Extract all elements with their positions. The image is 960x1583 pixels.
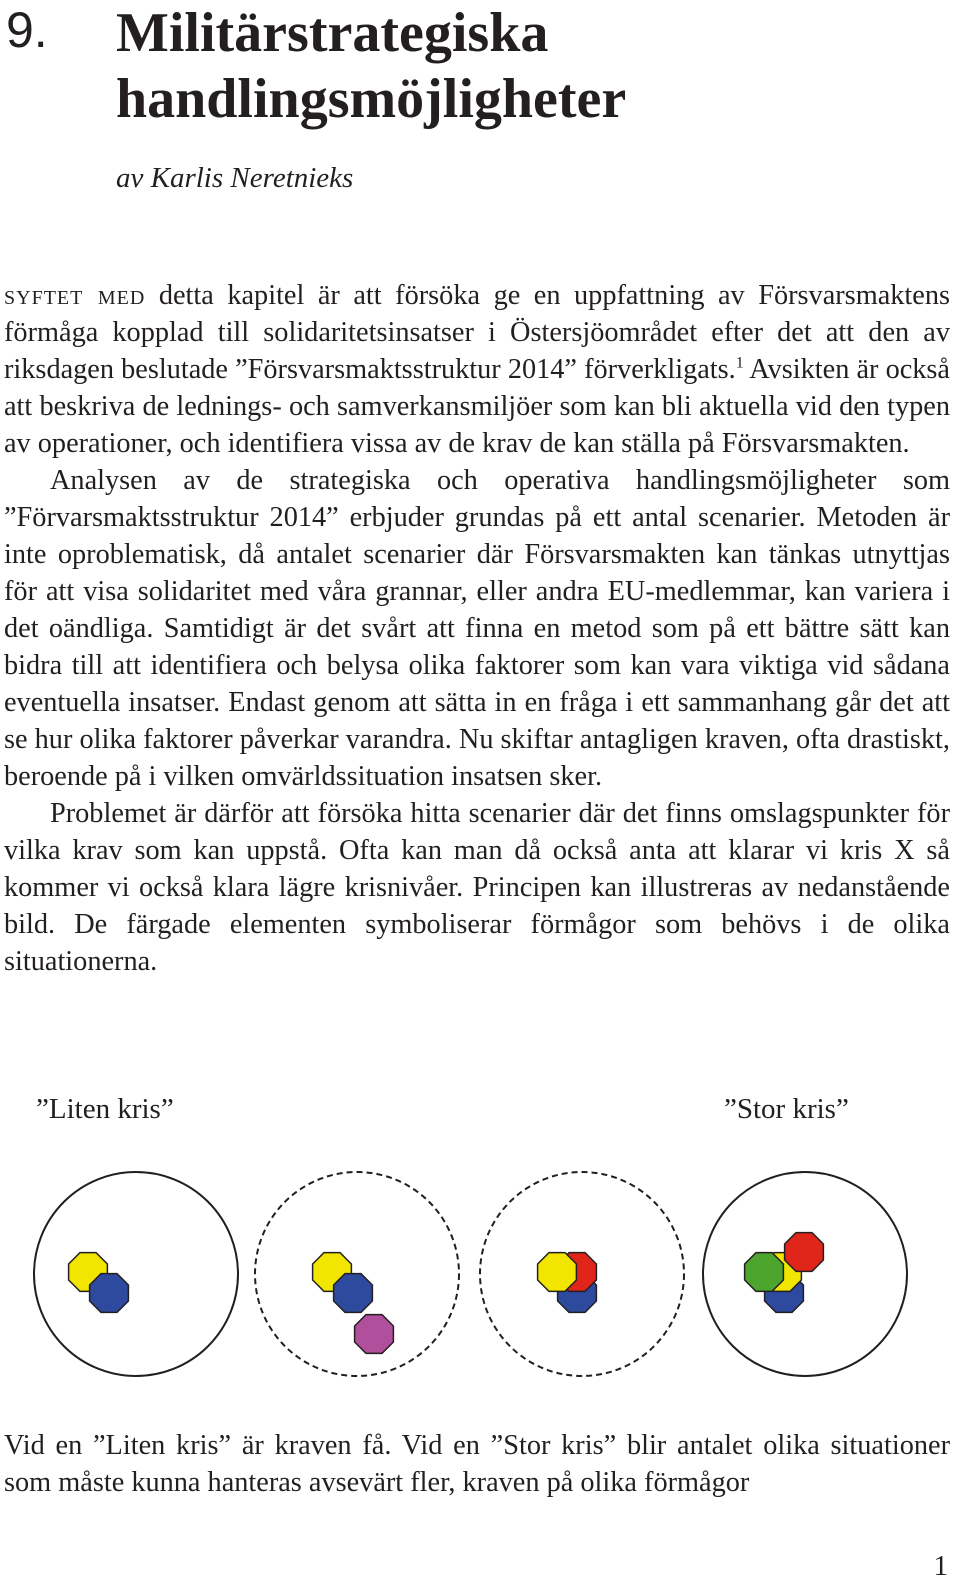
circle-large-crisis [703, 1172, 907, 1376]
paragraph-1-text-b: Avsikten är också att beskriva de lednings- och samverkansmiljöer som kan bli aktuella vid den typen av operationer, och identifiera vissa av de krav de kan ställa på Försvarsmakten. [4, 354, 950, 459]
chapter-title: Militärstrategiska handlingsmöjligheter [116, 2, 627, 130]
paragraph-3: Problemet är därför att försöka hitta scenarier där det finns omslagspunkter för vilka krav som kan uppstå. Ofta kan man då också anta att klarar vi kris X så kommer vi också klara lägre krisnivåer. Principen kan illustreras av nedanstående bild. De färgade elementen symboliserar förmågor som behövs i de olika situationerna. [4, 798, 950, 977]
figure-caption: Vid en ”Liten kris” är kraven få. Vid en ”Stor kris” blir antalet olika situationer som måste kunna hanteras avsevärt fler, kraven på olika förmågor [4, 1430, 950, 1498]
octagon-yellow [538, 1253, 577, 1292]
chapter-number: 9. [6, 2, 48, 58]
body-text [4, 277, 950, 980]
capability-octagons [69, 1233, 824, 1354]
paragraph-1 [4, 277, 950, 462]
crisis-diagram [0, 1160, 960, 1410]
label-large-crisis: ”Stor kris” [724, 1093, 849, 1125]
paragraph-1-text-a: detta kapitel är att försöka ge en uppfattning av Försvarsmaktens förmåga kopplad till solidaritetsinsatser i Östersjöområdet efter det att den av riksdagen beslutade ”Försvarsmaktsstruktur 2014” förverkligats. [4, 280, 950, 385]
paragraph-2: Analysen av de strategiska och operativa handlingsmöjligheter som ”Förvarsmaktsstruktur 2014” erbjuder grundas på ett antal scenarier. Metoden är inte oproblematisk, då antalet scenarier där Försvarsmakten kan tänkas utnyttjas för att visa solidaritet med våra grannar, eller andra EU-medlemmar, kan variera i det oändliga. Samtidigt är det svårt att finna en metod som på ett bättre sätt kan bidra till att identifiera och belysa olika faktorer som kan vara viktiga vid sådana eventuella insatser. Endast genom att sätta in en fråga i ett sammanhang går det att se hur olika faktorer påverkar varandra. Nu skiftar antagligen kraven, ofta drastiskt, beroende på i vilken omvärldssituation insatsen sker. [4, 465, 950, 792]
octagon-green [745, 1253, 784, 1292]
octagon-purple [355, 1315, 394, 1354]
octagon-blue [90, 1274, 129, 1313]
author-byline: av Karlis Neretnieks [116, 162, 354, 194]
label-small-crisis: ”Liten kris” [36, 1093, 174, 1125]
circle-small-crisis [34, 1172, 238, 1376]
footnote-marker[interactable]: 1 [735, 354, 744, 372]
page-number: 1 [933, 1550, 948, 1582]
lead-in-smallcaps: syftet med [4, 280, 146, 311]
octagon-blue [334, 1274, 373, 1313]
octagon-red [785, 1233, 824, 1272]
